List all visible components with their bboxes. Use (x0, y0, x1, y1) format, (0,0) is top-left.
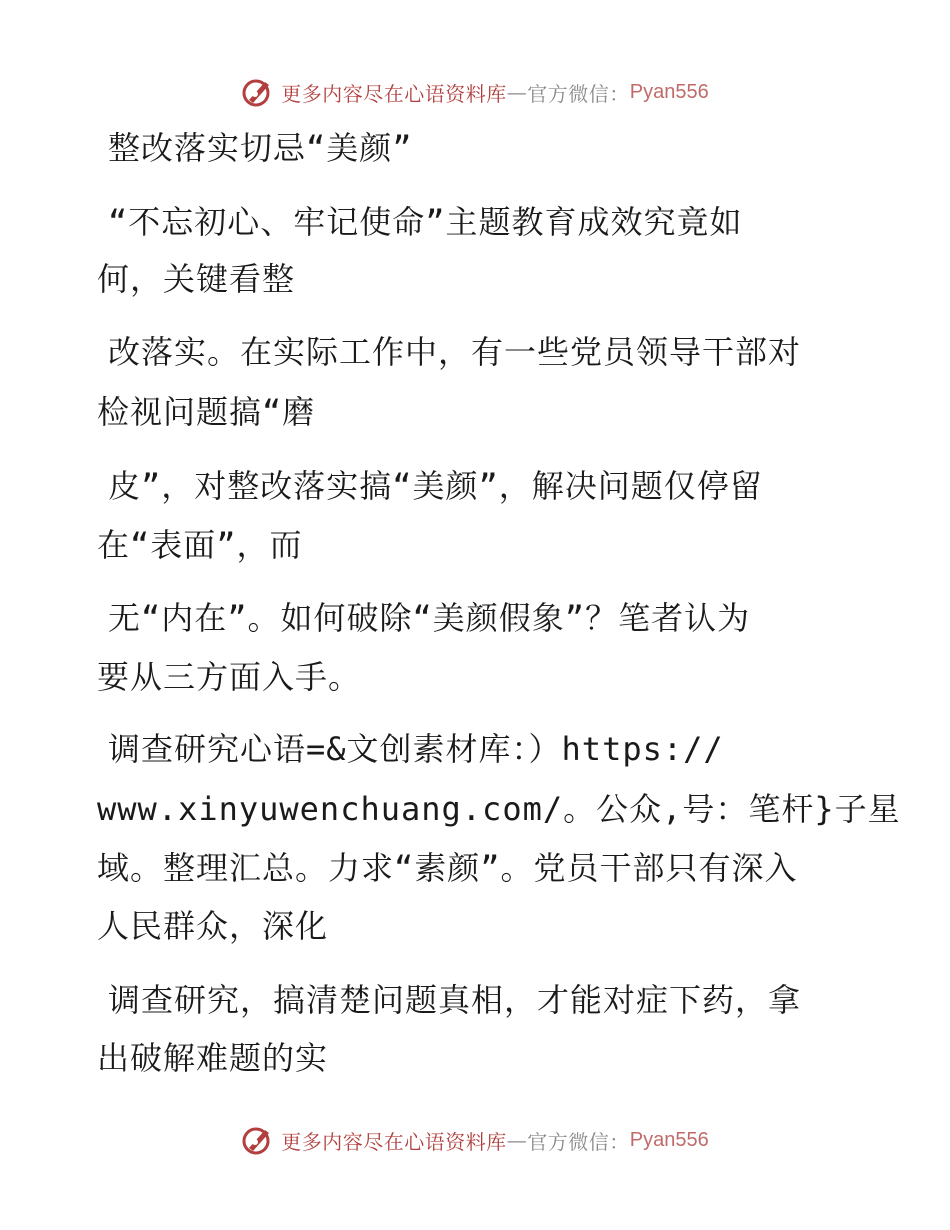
pen-logo-icon (241, 1124, 275, 1156)
paragraph-line: 何，关键看整 (97, 260, 296, 298)
paragraph-line: www.xinyuwenchuang.com/。公众,号：笔杆}子星 (97, 790, 901, 828)
document-title: 整改落实切忌“美颜” (108, 129, 413, 167)
paragraph-line: 改落实。在实际工作中，有一些党员领导干部对 (108, 333, 802, 371)
paragraph-line: 出破解难题的实 (97, 1039, 329, 1077)
banner-dash: — (506, 80, 528, 104)
paragraph-line: 人民群众，深化 (97, 907, 329, 945)
header-banner (0, 76, 950, 113)
banner-prefix: 更多内容尽在心语资料库 (281, 81, 507, 106)
banner-official-label: 官方微信： (527, 81, 630, 106)
paragraph-line: 调查研究，搞清楚问题真相，才能对症下药，拿 (108, 981, 802, 1019)
paragraph-line: 调查研究心语=&文创素材库：）https:// (108, 730, 724, 768)
paragraph-line: 域。整理汇总。力求“素颜”。党员干部只有深入 (97, 849, 798, 887)
banner-dash: — (506, 1128, 528, 1152)
banner-wechat-id: Pyan556 (629, 80, 709, 103)
footer-banner (0, 1124, 950, 1161)
banner-prefix: 更多内容尽在心语资料库 (281, 1129, 507, 1154)
paragraph-line: 要从三方面入手。 (97, 658, 362, 696)
paragraph-line: 无“内在”。如何破除“美颜假象”？笔者认为 (108, 599, 751, 637)
paragraph-line: 检视问题搞“磨 (97, 393, 316, 431)
pen-logo-icon (241, 76, 275, 108)
paragraph-line: 在“表面”，而 (97, 526, 303, 564)
banner-wechat-id: Pyan556 (629, 1128, 709, 1151)
banner-official-label: 官方微信： (527, 1129, 630, 1154)
paragraph-line: 皮”，对整改落实搞“美颜”，解决问题仅停留 (108, 467, 763, 505)
paragraph-line: “不忘初心、牢记使命”主题教育成效究竟如 (108, 203, 743, 241)
